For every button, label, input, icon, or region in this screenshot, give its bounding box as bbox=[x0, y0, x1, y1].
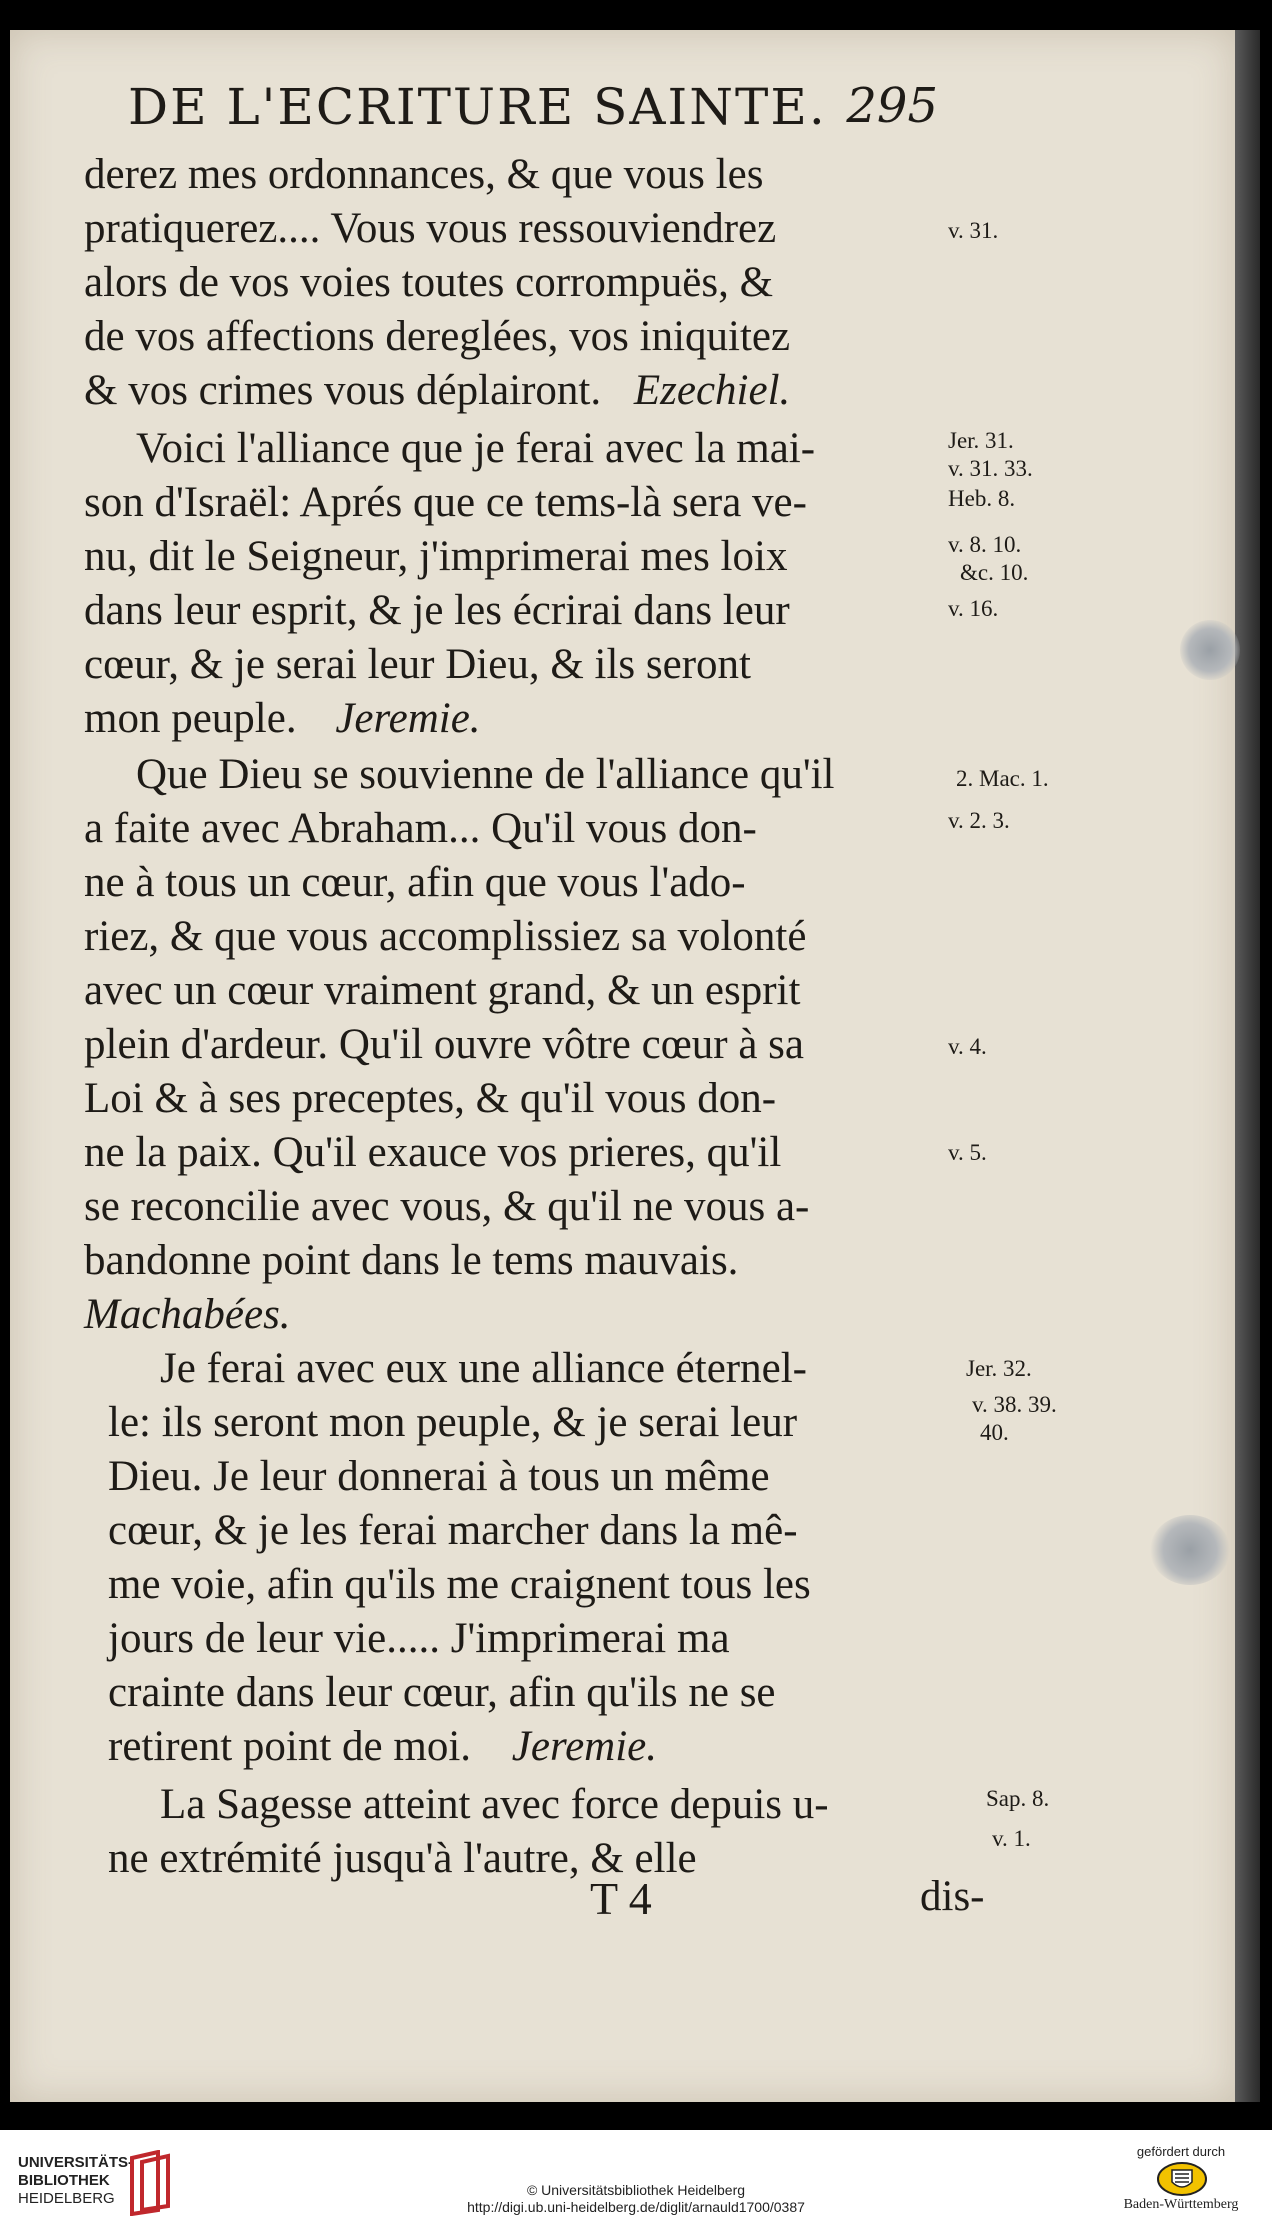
text-fragment: mon peuple. bbox=[84, 695, 297, 742]
baden-wuerttemberg-emblem-icon bbox=[1156, 2162, 1208, 2196]
margin-note: 2. Mac. 1. bbox=[956, 766, 1049, 791]
margin-note: v. 31. bbox=[948, 218, 999, 243]
logo-text: HEIDELBERG bbox=[18, 2190, 115, 2207]
margin-note: 40. bbox=[980, 1420, 1009, 1445]
logo-text: BIBLIOTHEK bbox=[18, 2172, 110, 2189]
text-line: crainte dans leur cœur, afin qu'ils ne se bbox=[108, 1669, 776, 1716]
text-line: me voie, afin qu'ils me craignent tous les bbox=[108, 1561, 811, 1608]
attribution-ezechiel: Ezechiel. bbox=[633, 367, 791, 414]
margin-note: Jer. 31. bbox=[948, 428, 1014, 453]
text-line: avec un cœur vraiment grand, & un esprit bbox=[84, 967, 801, 1014]
text-line: se reconcilie avec vous, & qu'il ne vous a- bbox=[84, 1183, 810, 1230]
margin-note: Jer. 32. bbox=[966, 1356, 1032, 1381]
permalink[interactable]: http://digi.ub.uni-heidelberg.de/diglit/arnauld1700/0387 bbox=[467, 2199, 805, 2215]
text-line: pratiquerez.... Vous vous ressouviendrez bbox=[84, 205, 777, 252]
text-line: de vos affections dereglées, vos iniquitez bbox=[84, 313, 791, 360]
page-number: 295 bbox=[846, 78, 938, 134]
text-line: Dieu. Je leur donnerai à tous un même bbox=[108, 1453, 770, 1500]
logo-text: UNIVERSITÄTS- bbox=[18, 2154, 134, 2171]
page-header bbox=[128, 78, 938, 140]
text-line: bandonne point dans le tems mauvais. bbox=[84, 1237, 739, 1284]
text-line: dans leur esprit, & je les écrirai dans leur bbox=[84, 587, 790, 634]
text-line: cœur, & je les ferai marcher dans la mê- bbox=[108, 1507, 798, 1554]
text-line: son d'Israël: Aprés que ce tems-là sera ve- bbox=[84, 479, 807, 526]
margin-note: v. 16. bbox=[948, 596, 999, 621]
margin-note: v. 31. 33. bbox=[948, 456, 1033, 481]
margin-note: v. 38. 39. bbox=[972, 1392, 1057, 1417]
text-fragment: & vos crimes vous déplairont. bbox=[84, 367, 602, 414]
paper-stain bbox=[1150, 1515, 1230, 1585]
page-edge bbox=[1235, 30, 1260, 2102]
text-line: derez mes ordonnances, & que vous les bbox=[84, 151, 764, 198]
text-line: alors de vos voies toutes corrompuës, & bbox=[84, 259, 774, 306]
signature-mark: T 4 bbox=[590, 1873, 652, 1924]
text-line: ne la paix. Qu'il exauce vos prieres, qu'il bbox=[84, 1129, 782, 1176]
text-line: plein d'ardeur. Qu'il ouvre vôtre cœur à sa bbox=[84, 1021, 804, 1068]
text-line: Loi & à ses preceptes, & qu'il vous don- bbox=[84, 1075, 777, 1122]
funding-label: gefördert durch bbox=[1136, 2144, 1226, 2159]
margin-note: Heb. 8. bbox=[948, 486, 1016, 511]
copyright-notice bbox=[0, 2182, 1272, 2216]
attribution-machabees: Machabées. bbox=[84, 1291, 291, 1338]
text-line: La Sagesse atteint avec force depuis u- bbox=[160, 1781, 829, 1828]
text-line: Je ferai avec eux une alliance éternel- bbox=[160, 1345, 807, 1392]
margin-note: v. 4. bbox=[948, 1034, 987, 1059]
catchword: dis- bbox=[920, 1873, 985, 1920]
copyright-text: © Universitätsbibliothek Heidelberg bbox=[526, 2182, 746, 2198]
text-line: nu, dit le Seigneur, j'imprimerai mes loix bbox=[84, 533, 788, 580]
margin-note: v. 5. bbox=[948, 1140, 987, 1165]
text-line: jours de leur vie..... J'imprimerai ma bbox=[108, 1615, 730, 1662]
text-line: Voici l'alliance que je ferai avec la mai- bbox=[136, 425, 816, 472]
text-line: le: ils seront mon peuple, & je serai leur bbox=[108, 1399, 798, 1446]
attribution-jeremie: Jeremie. bbox=[511, 1723, 658, 1770]
funder-name: Baden-Württemberg bbox=[1123, 2197, 1239, 2212]
text-fragment: retirent point de moi. bbox=[108, 1723, 472, 1770]
attribution-jeremie: Jeremie. bbox=[335, 695, 481, 742]
margin-note: Sap. 8. bbox=[986, 1786, 1050, 1811]
text-line: riez, & que vous accomplissiez sa volonté bbox=[84, 913, 807, 960]
running-title: DE L'ECRITURE SAINTE. bbox=[128, 78, 827, 136]
margin-note: v. 8. 10. bbox=[948, 532, 1022, 557]
text-line: cœur, & je serai leur Dieu, & ils seront bbox=[84, 641, 751, 688]
margin-note: &c. 10. bbox=[960, 560, 1029, 585]
text-line: Que Dieu se souvienne de l'alliance qu'il bbox=[136, 751, 835, 798]
text-line bbox=[84, 690, 944, 748]
margin-note: v. 1. bbox=[992, 1826, 1031, 1851]
text-line bbox=[108, 1718, 968, 1776]
text-line bbox=[84, 362, 944, 420]
margin-note: v. 2. 3. bbox=[948, 808, 1010, 833]
text-line: a faite avec Abraham... Qu'il vous don- bbox=[84, 805, 757, 852]
paper-stain bbox=[1180, 620, 1240, 680]
text-line: ne extrémité jusqu'à l'autre, & elle bbox=[108, 1835, 697, 1882]
text-line: ne à tous un cœur, afin que vous l'ado- bbox=[84, 859, 746, 906]
